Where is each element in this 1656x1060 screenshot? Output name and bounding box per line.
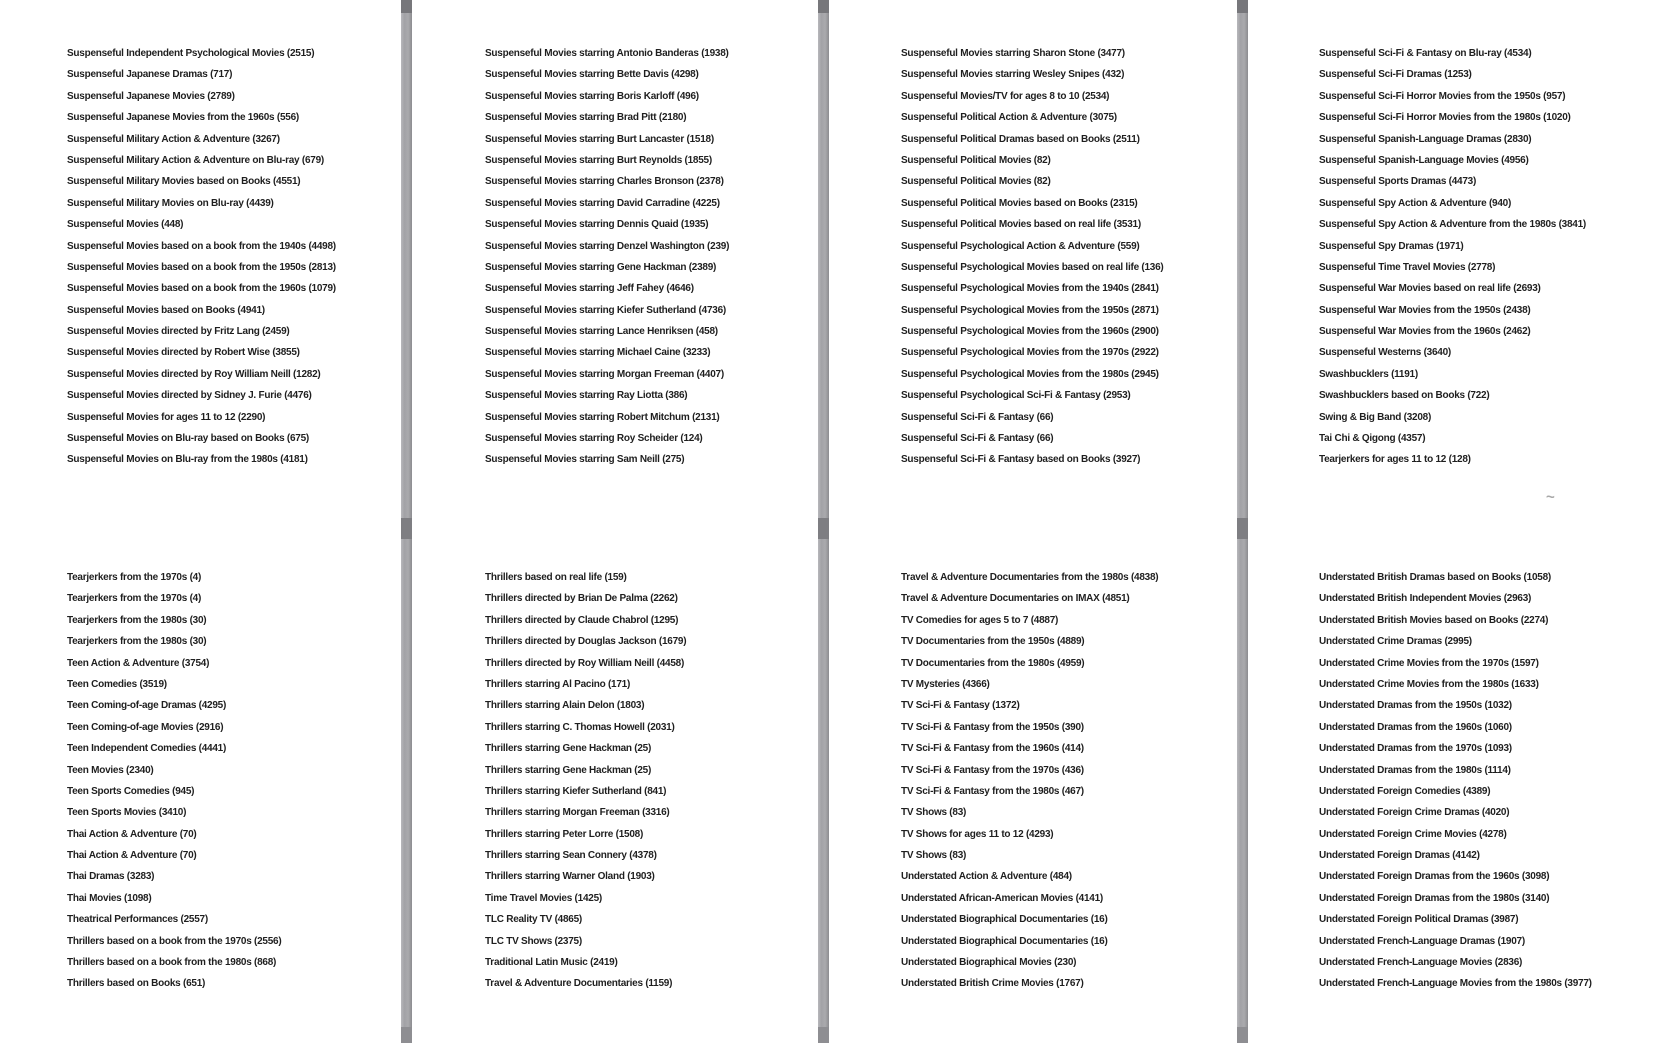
genre-list-item[interactable]: Suspenseful Political Movies (82) xyxy=(901,154,1051,166)
genre-list-item[interactable]: Suspenseful Psychological Movies from the 1950s (2871) xyxy=(901,304,1159,316)
genre-list-item[interactable]: Suspenseful Spanish-Language Movies (4956) xyxy=(1319,154,1529,166)
genre-list-item[interactable]: Thai Action & Adventure (70) xyxy=(67,828,197,840)
genre-list-item[interactable]: Suspenseful Sci-Fi & Fantasy (66) xyxy=(901,433,1054,445)
genre-list-item[interactable]: Understated Dramas from the 1980s (1114) xyxy=(1319,764,1511,776)
genre-list-item[interactable]: TV Sci-Fi & Fantasy from the 1960s (414) xyxy=(901,743,1084,755)
scrollbar-thumb-middle[interactable] xyxy=(401,518,412,539)
genre-list-item[interactable]: Suspenseful Movies starring Antonio Banderas (1938) xyxy=(485,48,729,59)
genre-list-item[interactable]: Thrillers directed by Claude Chabrol (1295) xyxy=(485,614,679,626)
genre-list-item[interactable]: Suspenseful Movies starring Wesley Snipes (432) xyxy=(901,69,1125,81)
genre-list-item[interactable]: Thrillers starring Gene Hackman (25) xyxy=(485,764,652,776)
genre-list-item[interactable]: Suspenseful Movies starring Morgan Freeman (4407) xyxy=(485,368,724,380)
genre-list-item[interactable]: Suspenseful Sci-Fi & Fantasy (66) xyxy=(901,411,1054,423)
genre-list-item[interactable]: TV Documentaries from the 1950s (4889) xyxy=(901,636,1085,648)
genre-list-item[interactable]: Suspenseful Movies based on a book from the 1940s (4498) xyxy=(67,240,336,252)
genre-list-item[interactable]: Suspenseful Movies starring Brad Pitt (2180) xyxy=(485,112,687,124)
genre-list-item[interactable]: Suspenseful Political Movies based on real life (3531) xyxy=(901,219,1141,231)
genre-list-item[interactable]: Thrillers directed by Douglas Jackson (1679) xyxy=(485,636,687,648)
genre-list-item[interactable]: Suspenseful Spanish-Language Dramas (2830) xyxy=(1319,133,1532,145)
genre-list-item[interactable]: Suspenseful War Movies based on real life (2693) xyxy=(1319,283,1541,295)
genre-list-item[interactable]: Thrillers based on real life (159) xyxy=(485,572,627,583)
genre-list-item[interactable]: Suspenseful Political Movies (82) xyxy=(901,176,1051,188)
genre-list-item[interactable]: Understated Foreign Dramas from the 1960s (3098) xyxy=(1319,871,1550,883)
stray-pen-mark: ~ xyxy=(1546,489,1555,506)
genre-list-item[interactable]: Suspenseful Psychological Movies from the 1940s (2841) xyxy=(901,283,1159,295)
genre-list-item[interactable]: Thrillers based on Books (651) xyxy=(67,978,206,990)
genre-list-item[interactable]: Teen Coming-of-age Dramas (4295) xyxy=(67,700,227,712)
genre-list-item[interactable]: Thrillers starring C. Thomas Howell (2031) xyxy=(485,721,675,733)
genre-list-item[interactable]: Thrillers starring Warner Oland (1903) xyxy=(485,871,655,883)
genre-list-item[interactable]: Thai Action & Adventure (70) xyxy=(67,850,197,862)
scrollbar-thumb-middle[interactable] xyxy=(818,518,829,539)
genre-list-item[interactable]: Suspenseful Spy Action & Adventure from the 1980s (3841) xyxy=(1319,219,1587,231)
genre-list-item[interactable]: Understated Foreign Crime Dramas (4020) xyxy=(1319,807,1510,819)
genre-list-item[interactable]: Understated Biographical Documentaries (16) xyxy=(901,935,1108,947)
genre-list-item[interactable]: Thrillers starring Al Pacino (171) xyxy=(485,678,631,690)
genre-list-item[interactable]: Suspenseful Movies starring Roy Scheider (124) xyxy=(485,433,703,445)
scrollbar-thumb-bottom[interactable] xyxy=(401,1027,412,1043)
genre-list-item[interactable]: TV Shows (83) xyxy=(901,850,967,862)
genre-list-item[interactable]: Suspenseful Independent Psychological Movies (2515) xyxy=(67,48,315,59)
genre-list-item[interactable]: Suspenseful Sci-Fi Horror Movies from the 1950s (957) xyxy=(1319,90,1566,102)
genre-list-item[interactable]: Suspenseful Psychological Movies based on real life (136) xyxy=(901,261,1164,273)
genre-list-item[interactable]: Suspenseful Japanese Movies from the 1960s (556) xyxy=(67,112,299,124)
genre-list-item[interactable]: Suspenseful Movies starring Burt Reynolds (1855) xyxy=(485,154,712,166)
scrollbar-thumb-bottom[interactable] xyxy=(818,1027,829,1043)
genre-list-item[interactable]: Understated Biographical Movies (230) xyxy=(901,957,1077,969)
genre-list-item[interactable]: Suspenseful Movies based on Books (4941) xyxy=(67,304,265,316)
genre-list-item[interactable]: Tearjerkers from the 1980s (30) xyxy=(67,636,207,648)
genre-list-item[interactable]: Tearjerkers from the 1980s (30) xyxy=(67,614,207,626)
genre-list-item[interactable]: Suspenseful Sci-Fi & Fantasy on Blu-ray (4534) xyxy=(1319,48,1532,59)
genre-list-item[interactable]: Understated Foreign Dramas (4142) xyxy=(1319,850,1480,862)
genre-list-item[interactable]: Tai Chi & Qigong (4357) xyxy=(1319,433,1426,445)
scrollbar-thumb-bottom[interactable] xyxy=(1237,1027,1248,1043)
genre-list-item[interactable]: Suspenseful Movies starring Sharon Stone (3477) xyxy=(901,48,1125,59)
genre-list-item[interactable]: Tearjerkers for ages 11 to 12 (128) xyxy=(1319,454,1471,466)
genre-list-item[interactable]: TV Shows for ages 11 to 12 (4293) xyxy=(901,828,1054,840)
genre-list-item[interactable]: TV Sci-Fi & Fantasy from the 1970s (436) xyxy=(901,764,1084,776)
genre-list-item[interactable]: Understated African-American Movies (4141) xyxy=(901,892,1103,904)
genre-list-item[interactable]: Swashbucklers (1191) xyxy=(1319,368,1418,380)
genre-list-item[interactable]: Thrillers based on a book from the 1970s (2556) xyxy=(67,935,282,947)
genre-list-item[interactable]: Suspenseful Movies on Blu-ray based on Books (675) xyxy=(67,433,310,445)
genre-list-item[interactable]: Suspenseful Movies for ages 11 to 12 (2290) xyxy=(67,411,266,423)
genre-list-item[interactable]: Tearjerkers from the 1970s (4) xyxy=(67,593,202,605)
genre-list-item[interactable]: Suspenseful Movies starring Michael Caine (3233) xyxy=(485,347,711,359)
genre-list-item[interactable]: Suspenseful Psychological Movies from the 1970s (2922) xyxy=(901,347,1159,359)
genre-list-item[interactable]: Understated British Movies based on Books (2274) xyxy=(1319,614,1549,626)
genre-list-item[interactable]: Understated Dramas from the 1970s (1093) xyxy=(1319,743,1512,755)
scrollbar-column-1[interactable] xyxy=(401,0,412,1043)
genre-list-item[interactable]: Thai Movies (1098) xyxy=(67,892,152,904)
genre-list-item[interactable]: Suspenseful Movies directed by Roy William Neill (1282) xyxy=(67,368,321,380)
genre-list-item[interactable]: Teen Coming-of-age Movies (2916) xyxy=(67,721,224,733)
genre-list-item[interactable]: Suspenseful Movies directed by Sidney J. Furie (4476) xyxy=(67,390,312,402)
scrollbar-column-3[interactable] xyxy=(1237,0,1248,1043)
genre-list-item[interactable]: Understated Dramas from the 1960s (1060) xyxy=(1319,721,1512,733)
genre-list-item[interactable]: Suspenseful Movies directed by Robert Wise (3855) xyxy=(67,347,300,359)
genre-list-item[interactable]: Understated Crime Dramas (2995) xyxy=(1319,636,1472,648)
genre-list-item[interactable]: Suspenseful Political Dramas based on Books (2511) xyxy=(901,133,1140,145)
genre-list-item[interactable]: TV Shows (83) xyxy=(901,807,967,819)
genre-list-item[interactable]: Teen Movies (2340) xyxy=(67,764,154,776)
genre-list-item[interactable]: Suspenseful Movies (448) xyxy=(67,219,184,231)
genre-list-item[interactable]: Teen Action & Adventure (3754) xyxy=(67,657,210,669)
scrollbar-thumb-middle[interactable] xyxy=(1237,518,1248,539)
genre-list-item[interactable]: Understated Foreign Dramas from the 1980s (3140) xyxy=(1319,892,1550,904)
genre-list-item[interactable]: Tearjerkers from the 1970s (4) xyxy=(67,572,202,583)
genre-list-item[interactable]: Theatrical Performances (2557) xyxy=(67,914,208,926)
genre-list-item[interactable]: Suspenseful War Movies from the 1960s (2462) xyxy=(1319,326,1531,338)
genre-list-item[interactable]: Suspenseful Sci-Fi Horror Movies from the 1980s (1020) xyxy=(1319,112,1571,124)
scrollbar-thumb-top[interactable] xyxy=(1237,0,1248,13)
genre-list-item[interactable]: Thrillers starring Sean Connery (4378) xyxy=(485,850,657,862)
genre-list-item[interactable]: Understated French-Language Movies from the 1980s (3977) xyxy=(1319,978,1592,990)
genre-list-item[interactable]: Understated French-Language Movies (2836) xyxy=(1319,957,1523,969)
scrollbar-thumb-top[interactable] xyxy=(401,0,412,13)
genre-list-item[interactable]: TV Comedies for ages 5 to 7 (4887) xyxy=(901,614,1059,626)
genre-list-item[interactable]: Swashbucklers based on Books (722) xyxy=(1319,390,1490,402)
genre-list-item[interactable]: Understated Foreign Crime Movies (4278) xyxy=(1319,828,1507,840)
genre-list-item[interactable]: Suspenseful Movies based on a book from the 1950s (2813) xyxy=(67,261,336,273)
genre-list-item[interactable]: Suspenseful Movies starring Robert Mitchum (2131) xyxy=(485,411,720,423)
genre-list-item[interactable]: Suspenseful Sci-Fi & Fantasy based on Books (3927) xyxy=(901,454,1141,466)
genre-list-item[interactable]: Understated British Crime Movies (1767) xyxy=(901,978,1084,990)
genre-list-item[interactable]: Suspenseful Political Movies based on Books (2315) xyxy=(901,197,1138,209)
genre-list-item[interactable]: Suspenseful Movies starring Boris Karloff (496) xyxy=(485,90,699,102)
genre-list-item[interactable]: Suspenseful Military Movies based on Books (4551) xyxy=(67,176,301,188)
genre-list-item[interactable]: Suspenseful Japanese Movies (2789) xyxy=(67,90,235,102)
genre-list-item[interactable]: Thrillers starring Alain Delon (1803) xyxy=(485,700,645,712)
genre-list-item[interactable]: Teen Comedies (3519) xyxy=(67,678,167,690)
genre-list-item[interactable]: Understated British Dramas based on Books (1058) xyxy=(1319,572,1551,583)
genre-list-item[interactable]: Suspenseful Movies/TV for ages 8 to 10 (2534) xyxy=(901,90,1110,102)
genre-list-item[interactable]: TLC Reality TV (4865) xyxy=(485,914,583,926)
genre-list-item[interactable]: Understated Biographical Documentaries (16) xyxy=(901,914,1108,926)
genre-list-item[interactable]: Travel & Adventure Documentaries from the 1980s (4838) xyxy=(901,572,1159,583)
genre-list-item[interactable]: Teen Independent Comedies (4441) xyxy=(67,743,227,755)
genre-list-item[interactable]: Suspenseful Psychological Movies from the 1960s (2900) xyxy=(901,326,1159,338)
genre-list-item[interactable]: Suspenseful Movies starring Bette Davis (4298) xyxy=(485,69,699,81)
genre-list-item[interactable]: Suspenseful Movies based on a book from the 1960s (1079) xyxy=(67,283,336,295)
genre-list-item[interactable]: Thrillers directed by Roy William Neill (4458) xyxy=(485,657,685,669)
genre-list-item[interactable]: Suspenseful War Movies from the 1950s (2438) xyxy=(1319,304,1531,316)
genre-list-item[interactable]: Suspenseful Movies starring Charles Bronson (2378) xyxy=(485,176,724,188)
genre-list-panel-bottom-4 xyxy=(1319,567,1656,995)
genre-list-item[interactable]: Suspenseful Movies on Blu-ray from the 1980s (4181) xyxy=(67,454,308,466)
genre-list-item[interactable]: Suspenseful Military Action & Adventure on Blu-ray (679) xyxy=(67,154,324,166)
genre-list-item[interactable]: Suspenseful Spy Action & Adventure (940) xyxy=(1319,197,1512,209)
genre-list-item[interactable]: TV Sci-Fi & Fantasy from the 1980s (467) xyxy=(901,785,1084,797)
genre-list-item[interactable]: Understated Crime Movies from the 1980s (1633) xyxy=(1319,678,1539,690)
genre-list-item[interactable]: Understated Dramas from the 1950s (1032) xyxy=(1319,700,1512,712)
genre-list-item[interactable]: Travel & Adventure Documentaries (1159) xyxy=(485,978,673,990)
genre-list-item[interactable]: Travel & Adventure Documentaries on IMAX (4851) xyxy=(901,593,1130,605)
genre-list-item[interactable]: Suspenseful Movies starring David Carradine (4225) xyxy=(485,197,720,209)
genre-list-item[interactable]: Suspenseful Japanese Dramas (717) xyxy=(67,69,233,81)
genre-list-item[interactable]: Understated French-Language Dramas (1907) xyxy=(1319,935,1525,947)
genre-list-item[interactable]: Teen Sports Comedies (945) xyxy=(67,785,195,797)
genre-list-item[interactable]: Understated Crime Movies from the 1970s (1597) xyxy=(1319,657,1539,669)
genre-list-item[interactable]: Suspenseful Sports Dramas (4473) xyxy=(1319,176,1477,188)
genre-list-item[interactable]: TV Mysteries (4366) xyxy=(901,678,990,690)
scrollbar-column-2[interactable] xyxy=(818,0,829,1043)
genre-list-item[interactable]: Suspenseful Time Travel Movies (2778) xyxy=(1319,261,1496,273)
genre-list-panel-top-4 xyxy=(1319,43,1656,471)
genre-list-item[interactable]: Thrillers directed by Brian De Palma (2262) xyxy=(485,593,678,605)
genre-list-item[interactable]: Suspenseful Spy Dramas (1971) xyxy=(1319,240,1464,252)
genre-list-item[interactable]: Suspenseful Psychological Action & Adventure (559) xyxy=(901,240,1140,252)
genre-list-item[interactable]: Suspenseful Movies starring Burt Lancaster (1518) xyxy=(485,133,714,145)
genre-list-item[interactable]: Traditional Latin Music (2419) xyxy=(485,957,618,969)
genre-list-item[interactable]: Suspenseful Movies starring Jeff Fahey (4646) xyxy=(485,283,694,295)
genre-list-item[interactable]: TV Documentaries from the 1980s (4959) xyxy=(901,657,1085,669)
genre-list-item[interactable]: Time Travel Movies (1425) xyxy=(485,892,602,904)
genre-list-item[interactable]: Suspenseful Westerns (3640) xyxy=(1319,347,1452,359)
genre-list-item[interactable]: Understated British Independent Movies (2963) xyxy=(1319,593,1532,605)
genre-list-item[interactable]: Suspenseful Movies directed by Fritz Lang (2459) xyxy=(67,326,290,338)
genre-list-item[interactable]: Understated Foreign Political Dramas (3987) xyxy=(1319,914,1519,926)
genre-list-item[interactable]: Suspenseful Movies starring Gene Hackman (2389) xyxy=(485,261,717,273)
genre-list-item[interactable]: Suspenseful Military Movies on Blu-ray (4439) xyxy=(67,197,274,209)
genre-list-item[interactable]: Thrillers starring Gene Hackman (25) xyxy=(485,743,652,755)
genre-list-item[interactable]: TV Sci-Fi & Fantasy from the 1950s (390) xyxy=(901,721,1084,733)
genre-list-item[interactable]: Suspenseful Sci-Fi Dramas (1253) xyxy=(1319,69,1472,81)
genre-list-item[interactable]: Suspenseful Military Action & Adventure (3267) xyxy=(67,133,280,145)
genre-list-item[interactable]: Understated Foreign Comedies (4389) xyxy=(1319,785,1491,797)
genre-list-item[interactable]: Suspenseful Psychological Sci-Fi & Fantasy (2953) xyxy=(901,390,1131,402)
genre-list-item[interactable]: Suspenseful Movies starring Ray Liotta (386) xyxy=(485,390,688,402)
genre-list-item[interactable]: Suspenseful Movies starring Lance Henriksen (458) xyxy=(485,326,718,338)
genre-list-item[interactable]: Thrillers starring Kiefer Sutherland (841) xyxy=(485,785,667,797)
genre-list-item[interactable]: Suspenseful Movies starring Denzel Washington (239) xyxy=(485,240,730,252)
genre-list-item[interactable]: Suspenseful Movies starring Sam Neill (275) xyxy=(485,454,685,466)
genre-list-item[interactable]: Teen Sports Movies (3410) xyxy=(67,807,187,819)
genre-list-item[interactable]: Suspenseful Political Action & Adventure (3075) xyxy=(901,112,1117,124)
genre-list-item[interactable]: TLC TV Shows (2375) xyxy=(485,935,582,947)
genre-list-item[interactable]: Thrillers based on a book from the 1980s (868) xyxy=(67,957,277,969)
genre-list-item[interactable]: TV Sci-Fi & Fantasy (1372) xyxy=(901,700,1020,712)
scrollbar-thumb-top[interactable] xyxy=(818,0,829,13)
genre-list-item[interactable]: Thrillers starring Peter Lorre (1508) xyxy=(485,828,644,840)
genre-list-item[interactable]: Suspenseful Movies starring Dennis Quaid (1935) xyxy=(485,219,709,231)
genre-list-item[interactable]: Swing & Big Band (3208) xyxy=(1319,411,1432,423)
genre-list-item[interactable]: Thrillers starring Morgan Freeman (3316) xyxy=(485,807,670,819)
genre-list-item[interactable]: Understated Action & Adventure (484) xyxy=(901,871,1072,883)
genre-list-item[interactable]: Thai Dramas (3283) xyxy=(67,871,155,883)
genre-list-item[interactable]: Suspenseful Psychological Movies from the 1980s (2945) xyxy=(901,368,1159,380)
genre-list-item[interactable]: Suspenseful Movies starring Kiefer Sutherland (4736) xyxy=(485,304,726,316)
